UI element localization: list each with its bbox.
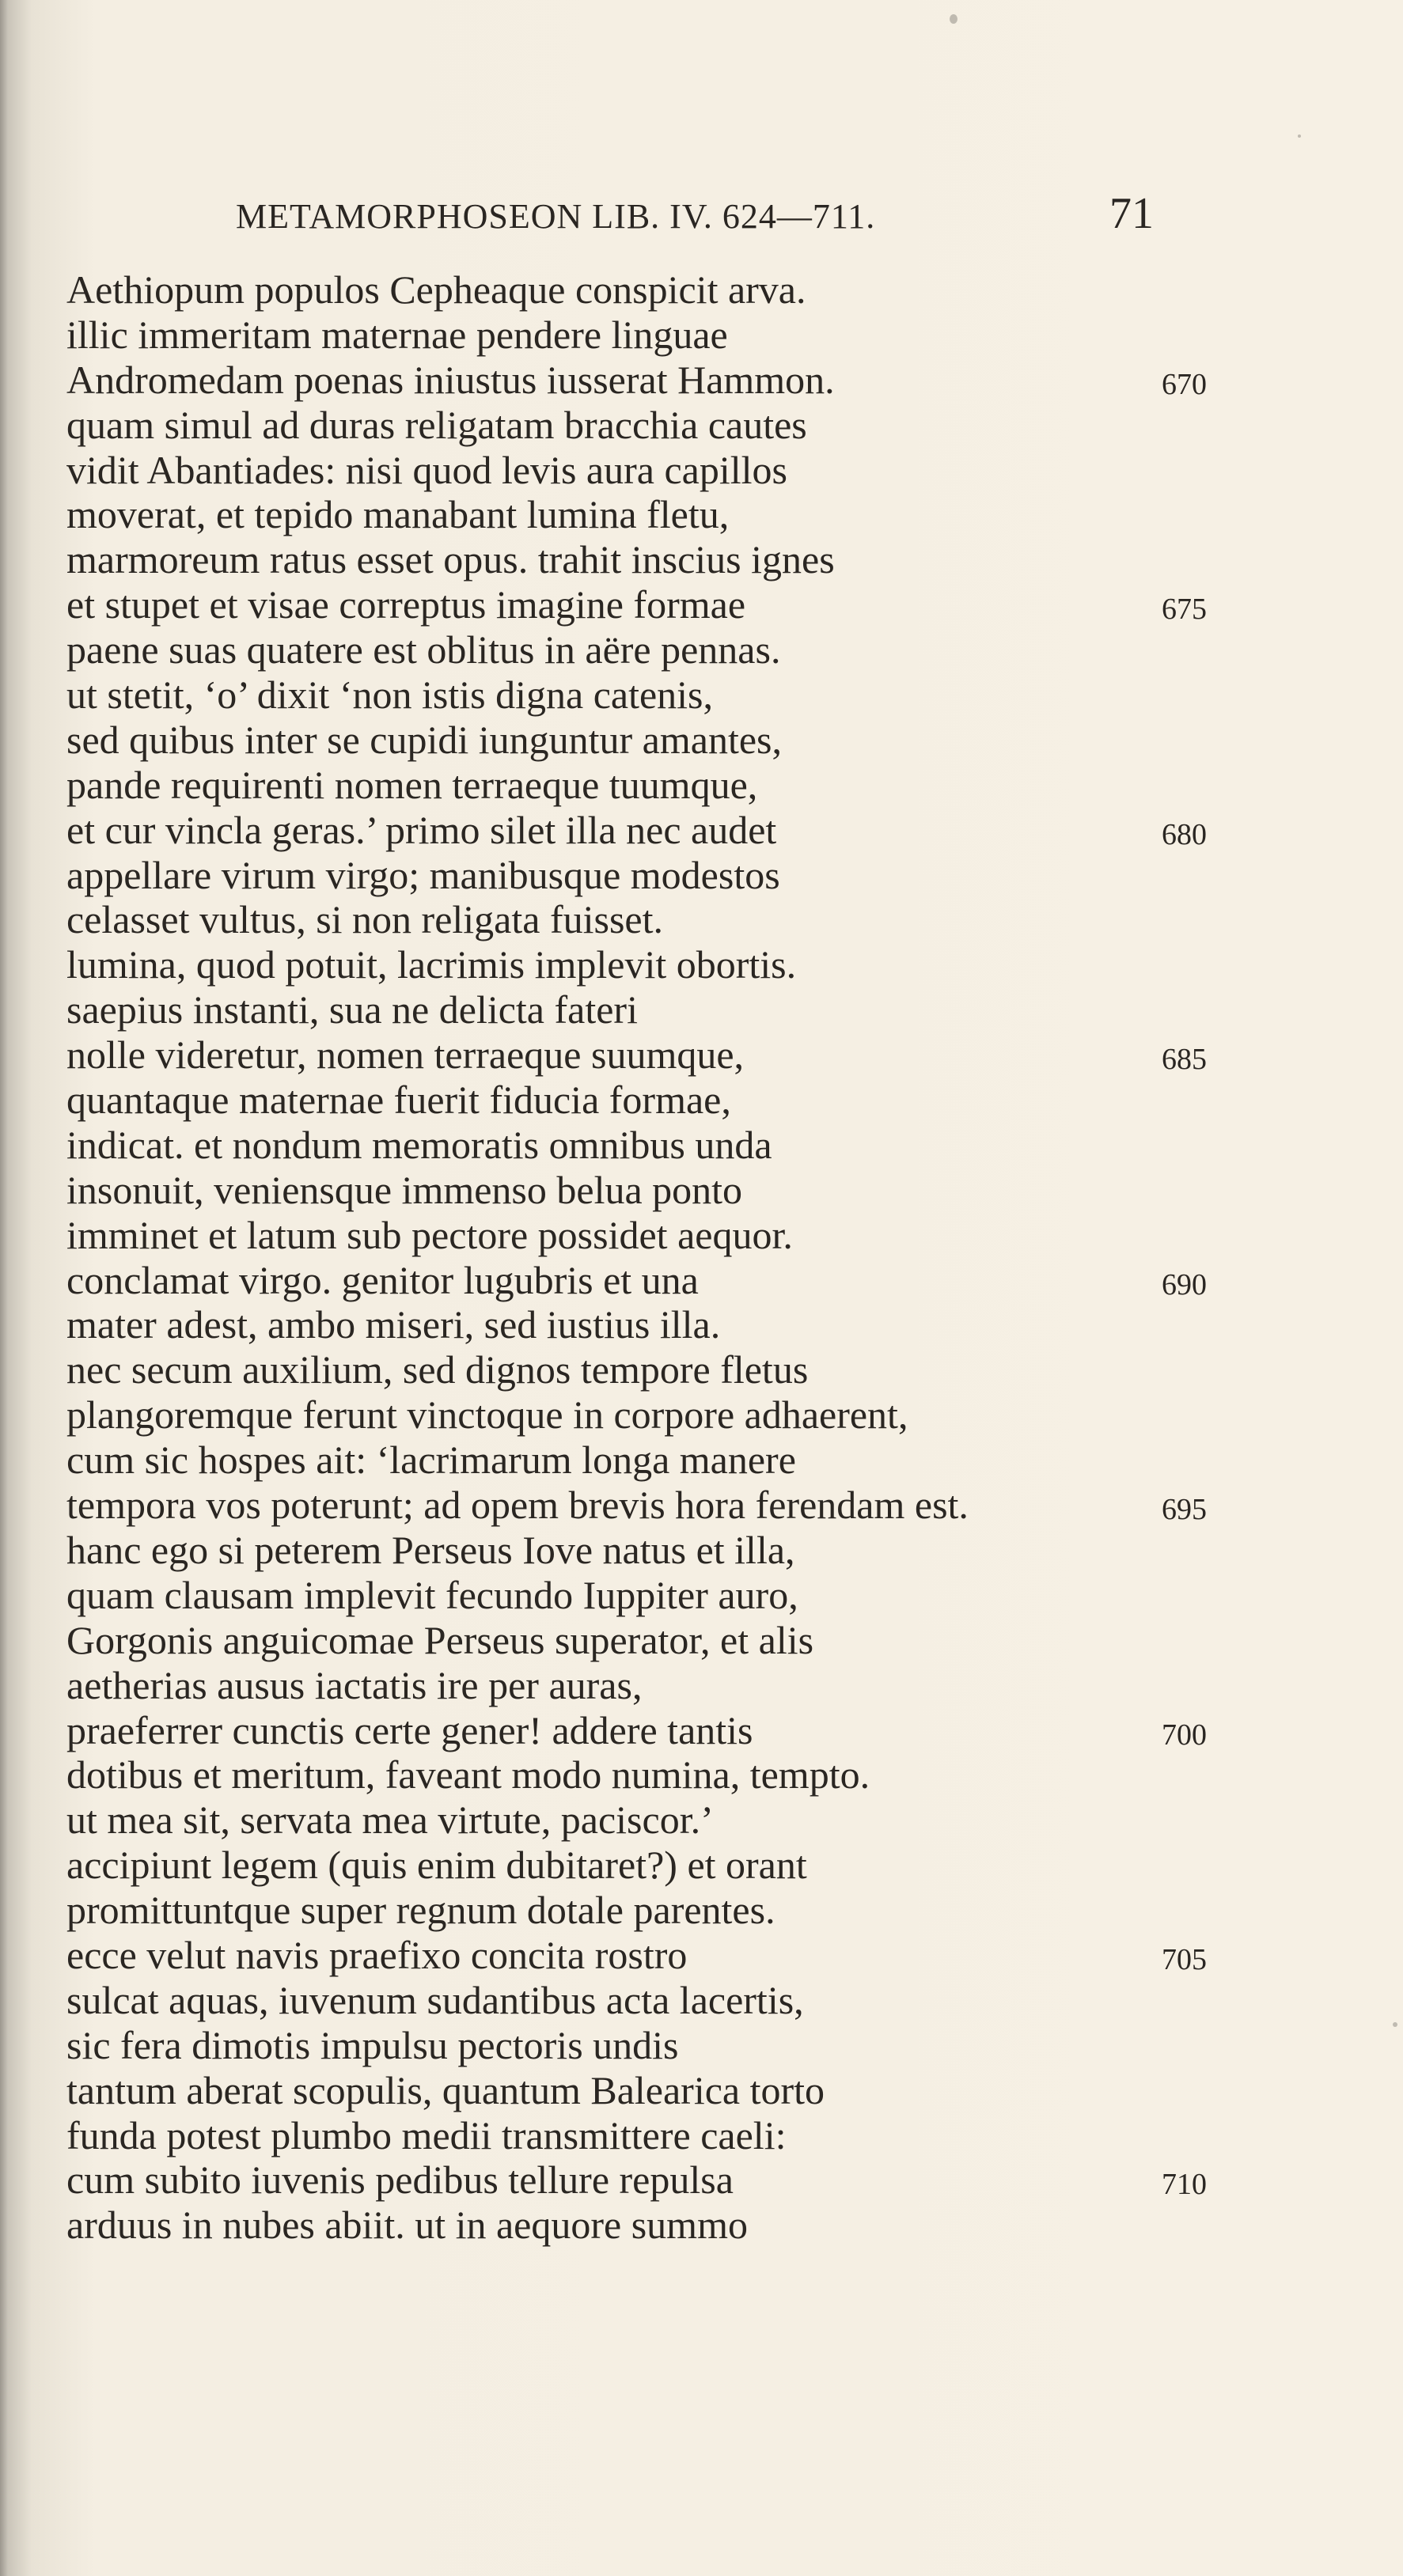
verse-text: nolle videretur, nomen terraeque suumque, — [66, 1032, 745, 1078]
verse-line — [66, 942, 1238, 987]
verse-line — [66, 403, 1238, 448]
verse-line — [66, 1347, 1238, 1392]
verse-text: aetherias ausus iactatis ire per auras, — [66, 1662, 643, 1707]
verse-text: arduus in nubes abiit. ut in aequore summo — [66, 2203, 748, 2248]
verse-line — [66, 763, 1238, 808]
verse-text: ut mea sit, servata mea virtute, paciscor.’ — [66, 1798, 714, 1843]
line-number: 700 — [1162, 1718, 1207, 1752]
verse-line — [66, 1798, 1238, 1843]
verse-text: ecce velut navis praefixo concita rostro — [66, 1932, 688, 1977]
verse-text: tempora vos poterunt; ad opem brevis hora ferendam est. — [66, 1483, 969, 1528]
verse-line — [66, 627, 1238, 672]
verse-line — [66, 808, 1238, 853]
line-number: 685 — [1162, 1043, 1207, 1077]
verse-line — [66, 1032, 1238, 1078]
line-number: 680 — [1162, 817, 1207, 851]
verse-text: celasset vultus, si non religata fuisset. — [66, 897, 664, 942]
verse-line — [66, 1258, 1238, 1303]
verse-text: accipiunt legem (quis enim dubitaret?) et orant — [66, 1843, 807, 1888]
verse-text: moverat, et tepido manabant lumina fletu, — [66, 492, 730, 537]
verse-text: paene suas quatere est oblitus in aëre pennas. — [66, 627, 781, 672]
verse-text: funda potest plumbo medii transmittere caeli: — [66, 2112, 787, 2157]
verse-line — [66, 313, 1238, 358]
line-number: 695 — [1162, 1493, 1207, 1527]
verse-text: Gorgonis anguicomae Perseus superator, et alis — [66, 1617, 814, 1662]
verse-line — [66, 1302, 1238, 1347]
verse-text: sulcat aquas, iuvenum sudantibus acta lacertis, — [66, 1977, 804, 2022]
verse-text: illic immeritam maternae pendere linguae — [66, 312, 728, 357]
verse-line — [66, 672, 1238, 718]
verse-line — [66, 1933, 1238, 1978]
verse-text: conclamat virgo. genitor lugubris et una — [66, 1257, 699, 1302]
verse-text: et stupet et visae correptus imagine formae — [66, 582, 746, 627]
verse-line — [66, 1392, 1238, 1438]
verse-line — [66, 1078, 1238, 1123]
verse-line — [66, 1438, 1238, 1483]
verse-text: nec secum auxilium, sed dignos tempore fletus — [66, 1347, 809, 1392]
verse-text: tantum aberat scopulis, quantum Balearica torto — [66, 2067, 825, 2112]
verse-line — [66, 537, 1238, 582]
verse-text: plangoremque ferunt vinctoque in corpore adhaerent, — [66, 1392, 908, 1438]
verse-line — [66, 1708, 1238, 1753]
verse-text: hanc ego si peterem Perseus Iove natus et illa, — [66, 1527, 795, 1572]
verse-line — [66, 1663, 1238, 1708]
verse-line — [66, 582, 1238, 627]
verse-text: promittuntque super regnum dotale parentes. — [66, 1888, 775, 1933]
verse-line — [66, 853, 1238, 898]
verse-line — [66, 2023, 1238, 2068]
verse-text: praeferrer cunctis certe gener! addere tantis — [66, 1707, 753, 1752]
line-number: 710 — [1162, 2168, 1207, 2202]
verse-text: pande requirenti nomen terraeque tuumque, — [66, 762, 758, 807]
verse-text: cum sic hospes ait: ‘lacrimarum longa manere — [66, 1438, 796, 1483]
ink-speck — [950, 14, 957, 24]
line-number: 690 — [1162, 1267, 1207, 1301]
verse-line — [66, 267, 1238, 313]
verse-line — [66, 2203, 1238, 2248]
verse-text: appellare virum virgo; manibusque modestos — [66, 852, 780, 897]
verse-text: saepius instanti, sua ne delicta fateri — [66, 987, 638, 1032]
verse-line — [66, 1528, 1238, 1573]
verse-line — [66, 718, 1238, 763]
verse-line — [66, 2157, 1238, 2203]
verse-line — [66, 1168, 1238, 1213]
verse-line — [66, 1123, 1238, 1168]
verse-line — [66, 1978, 1238, 2023]
verse-text: imminet et latum sub pectore possidet aequor. — [66, 1212, 793, 1257]
verse-text: marmoreum ratus esset opus. trahit inscius ignes — [66, 537, 835, 582]
verse-line — [66, 1618, 1238, 1663]
verse-line — [66, 492, 1238, 537]
page-number: 71 — [1109, 189, 1154, 238]
verse-text: lumina, quod potuit, lacrimis implevit obortis. — [66, 942, 797, 987]
running-head — [236, 188, 1154, 252]
verse-text: ut stetit, ‘o’ dixit ‘non istis digna catenis, — [66, 672, 714, 718]
ink-speck — [1393, 2022, 1397, 2027]
verse-line — [66, 1752, 1238, 1798]
verse-block — [66, 267, 1238, 2248]
verse-line — [66, 2068, 1238, 2113]
verse-text: Andromedam poenas iniustus iusserat Hammon. — [66, 357, 835, 402]
verse-line — [66, 1483, 1238, 1528]
verse-text: quam clausam implevit fecundo Iuppiter auro, — [66, 1572, 798, 1617]
verse-line — [66, 358, 1238, 403]
line-number: 675 — [1162, 593, 1207, 627]
verse-text: mater adest, ambo miseri, sed iustius illa. — [66, 1302, 721, 1347]
verse-text: vidit Abantiades: nisi quod levis aura capillos — [66, 447, 787, 492]
verse-line — [66, 2113, 1238, 2158]
verse-text: cum subito iuvenis pedibus tellure repulsa — [66, 2157, 734, 2203]
verse-line — [66, 987, 1238, 1032]
running-title: METAMORPHOSEON LIB. IV. 624—711. — [236, 197, 876, 236]
verse-line — [66, 1843, 1238, 1888]
verse-line — [66, 897, 1238, 942]
verse-text: quantaque maternae fuerit fiducia formae, — [66, 1078, 731, 1123]
verse-text: Aethiopum populos Cepheaque conspicit arva. — [66, 267, 806, 312]
line-number: 670 — [1162, 367, 1207, 401]
verse-line — [66, 1213, 1238, 1258]
verse-text: quam simul ad duras religatam bracchia cautes — [66, 402, 807, 447]
verse-line — [66, 1573, 1238, 1618]
verse-text: et cur vincla geras.’ primo silet illa nec audet — [66, 807, 777, 852]
verse-line — [66, 448, 1238, 493]
verse-text: sed quibus inter se cupidi iunguntur amantes, — [66, 717, 783, 762]
verse-text: indicat. et nondum memoratis omnibus unda — [66, 1122, 772, 1167]
verse-text: sic fera dimotis impulsu pectoris undis — [66, 2022, 679, 2067]
verse-line — [66, 1888, 1238, 1933]
ink-speck — [1298, 134, 1301, 138]
verse-text: dotibus et meritum, faveant modo numina, tempto. — [66, 1752, 870, 1798]
verse-text: insonuit, veniensque immenso belua ponto — [66, 1167, 743, 1212]
line-number: 705 — [1162, 1942, 1207, 1976]
